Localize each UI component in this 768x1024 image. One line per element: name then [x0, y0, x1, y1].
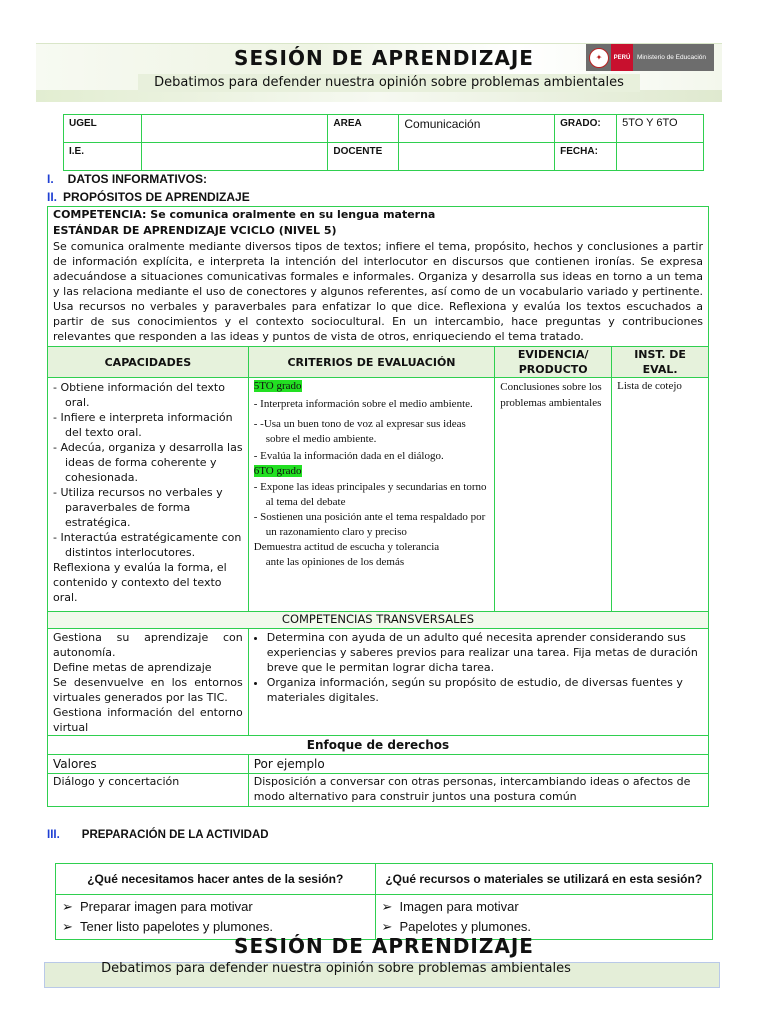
ejemplo-header: Por ejemplo — [248, 755, 708, 774]
enfoque-title: Enfoque de derechos — [48, 736, 709, 755]
ie-label: I.E. — [64, 143, 142, 171]
prep-before-cell — [56, 895, 376, 940]
info-table — [63, 114, 704, 171]
estandar-title: ESTÁNDAR DE APRENDIZAJE VCICLO (NIVEL 5) — [53, 224, 337, 237]
list-item: ➢ Preparar imagen para motivar — [62, 897, 369, 917]
area-label: AREA — [328, 115, 399, 143]
transversales-left-cell — [48, 629, 249, 736]
competencia-title: COMPETENCIA: Se comunica oralmente en su lengua materna — [53, 208, 436, 221]
logo-ministry: Ministerio de Educación — [637, 53, 707, 61]
instrumento-cell: Lista de cotejo — [612, 378, 709, 612]
grado-label: GRADO: — [555, 115, 617, 143]
evidencia-cell: Conclusiones sobre los problemas ambientales — [495, 378, 612, 612]
section-2-heading — [47, 190, 250, 204]
list-item: - Evalúa la información dada en el diálogo. — [253, 450, 444, 462]
section-3-number: III. — [47, 829, 60, 841]
arrow-bullet-icon: ➢ — [62, 919, 73, 934]
list-item: ➢ Tener listo papelotes y plumones. — [62, 917, 369, 937]
list-item: - Obtiene información del texto oral. — [53, 381, 225, 409]
list-item: - Infiere e interpreta información del texto oral. — [53, 411, 233, 439]
transversal-item: Se desenvuelve en los entornos virtuales generados por las TIC. — [53, 676, 243, 704]
prep-question-resources: ¿Qué recursos o materiales se utilizará en esta sesión? — [375, 864, 712, 895]
docente-label: DOCENTE — [328, 143, 399, 171]
section-1-heading — [47, 172, 207, 186]
page-subtitle: Debatimos para defender nuestra opinión sobre problemas ambientales — [154, 75, 624, 90]
grado-5-badge: 5TO grado — [253, 380, 302, 392]
list-item: - -Usa un buen tono de voz al expresar sus ideas sobre el medio ambiente. — [253, 418, 466, 445]
list-item: - Interactúa estratégicamente con distintos interlocutores. — [53, 531, 242, 559]
criterios-cell — [248, 378, 495, 612]
list-item: ➢ Imagen para motivar — [382, 897, 706, 917]
fecha-label: FECHA: — [555, 143, 617, 171]
section-3-heading — [47, 829, 269, 841]
list-item: • Organiza información, según su propósito de estudio, de diversas fuentes y materiales digitales. — [267, 675, 703, 705]
section-3-title: PREPARACIÓN DE LA ACTIVIDAD — [81, 829, 269, 841]
transversales-right-cell — [248, 629, 708, 736]
section-2-number: II. — [47, 190, 58, 204]
competencia-cell — [48, 207, 709, 347]
prep-question-before: ¿Qué necesitamos hacer antes de la sesión? — [56, 864, 376, 895]
capacidades-cell — [48, 378, 249, 612]
ugel-label: UGEL — [64, 115, 142, 143]
transversales-title: COMPETENCIAS TRANSVERSALES — [48, 612, 709, 629]
list-item: - Adecúa, organiza y desarrolla las ideas de forma coherente y cohesionada. — [53, 441, 243, 484]
arrow-bullet-icon: ➢ — [381, 919, 393, 934]
header-capacidades: CAPACIDADES — [48, 347, 249, 378]
grado-6-badge: 6TO grado — [253, 465, 302, 477]
transversal-item: Gestiona información del entorno virtual — [53, 706, 243, 734]
purposes-table — [47, 206, 709, 807]
next-page-title: SESIÓN DE APRENDIZAJE — [234, 934, 534, 958]
fecha-field[interactable] — [617, 143, 704, 171]
page-title: SESIÓN DE APRENDIZAJE — [234, 46, 534, 70]
criterios-5-list — [254, 397, 490, 464]
grado-field[interactable]: 5TO Y 6TO — [617, 115, 704, 143]
ejemplo-cell: Disposición a conversar con otras personas, intercambiando ideas o afectos de modo alternativo para construir juntos una postura común — [248, 774, 708, 807]
next-page-subtitle: Debatimos para defender nuestra opinión sobre problemas ambientales — [101, 961, 571, 976]
area-field[interactable]: Comunicación — [399, 115, 555, 143]
criterio-final-line-1: Demuestra actitud de escucha y tolerancia — [253, 541, 440, 553]
arrow-bullet-icon: ➢ — [62, 899, 73, 914]
estandar-text: Se comunica oralmente mediante diversos tipos de textos; infiere el tema, propósito, hechos y conclusiones a partir de información explícita, e interpreta la intención del interlocutor en discursos que contienen ironías. Se expresa adecuándose a situaciones comunicativas formales e informales. Organiza y desarrolla sus ideas en torno a un tema y las relaciona mediante el uso de conectores y algunos referentes, así como de un vocabulario variado y pertinente. Usa recursos no verbales y paraverbales para enfatizar lo que dice. Reflexiona y evalúa los textos escuchados a partir de sus conocimientos y el contexto sociocultural. En un intercambio, hace preguntas y contribuciones relevantes que responden a las ideas y puntos de vista de otros, enriqueciendo el tema tratado. — [53, 240, 703, 343]
preparation-table — [55, 863, 713, 940]
transversal-item: Gestiona su aprendizaje con autonomía. — [53, 631, 243, 659]
list-item: - Sostienen una posición ante el tema respaldado por un razonamiento claro y preciso — [253, 511, 486, 538]
criterio-final-line-2: ante las opiniones de los demás — [265, 556, 405, 568]
list-item: • Determina con ayuda de un adulto qué necesita aprender considerando sus experiencias y saberes previos para realizar una tarea. Fija metas de duración breve que le permitan lograr dicha tarea. — [267, 630, 703, 675]
list-item: - Interpreta información sobre el medio ambiente. — [253, 398, 473, 410]
valores-header: Valores — [48, 755, 249, 774]
section-1-number: I. — [47, 172, 54, 186]
logo-country: PERÚ — [611, 44, 633, 71]
docente-field[interactable] — [399, 143, 555, 171]
header-evidencia: EVIDENCIA/ PRODUCTO — [495, 347, 612, 378]
header-instrumento: INST. DE EVAL. — [612, 347, 709, 378]
transversal-item: Define metas de aprendizaje — [53, 661, 212, 674]
arrow-bullet-icon: ➢ — [381, 899, 393, 914]
list-item: ➢ Papelotes y plumones. — [382, 917, 706, 937]
section-2-title: PROPÓSITOS DE APRENDIZAJE — [63, 190, 250, 204]
ie-field[interactable] — [141, 143, 328, 171]
capacidad-final: Reflexiona y evalúa la forma, el contenido y contexto del texto oral. — [53, 561, 227, 604]
valor-cell: Diálogo y concertación — [48, 774, 249, 807]
header-criterios: CRITERIOS DE EVALUACIÓN — [248, 347, 495, 378]
list-item: - Expone las ideas principales y secundarias en torno al tema del debate — [253, 481, 487, 508]
list-item: - Utiliza recursos no verbales y paraverbales de forma estratégica. — [53, 486, 223, 529]
capacidades-list — [53, 380, 243, 560]
section-1-title: DATOS INFORMATIVOS: — [67, 172, 208, 186]
transversales-list — [254, 630, 703, 705]
ugel-field[interactable] — [141, 115, 328, 143]
criterios-6-list — [254, 480, 490, 540]
prep-resources-cell — [375, 895, 712, 940]
ministry-logo — [586, 44, 714, 71]
coat-of-arms-icon: ✦ — [589, 48, 609, 68]
